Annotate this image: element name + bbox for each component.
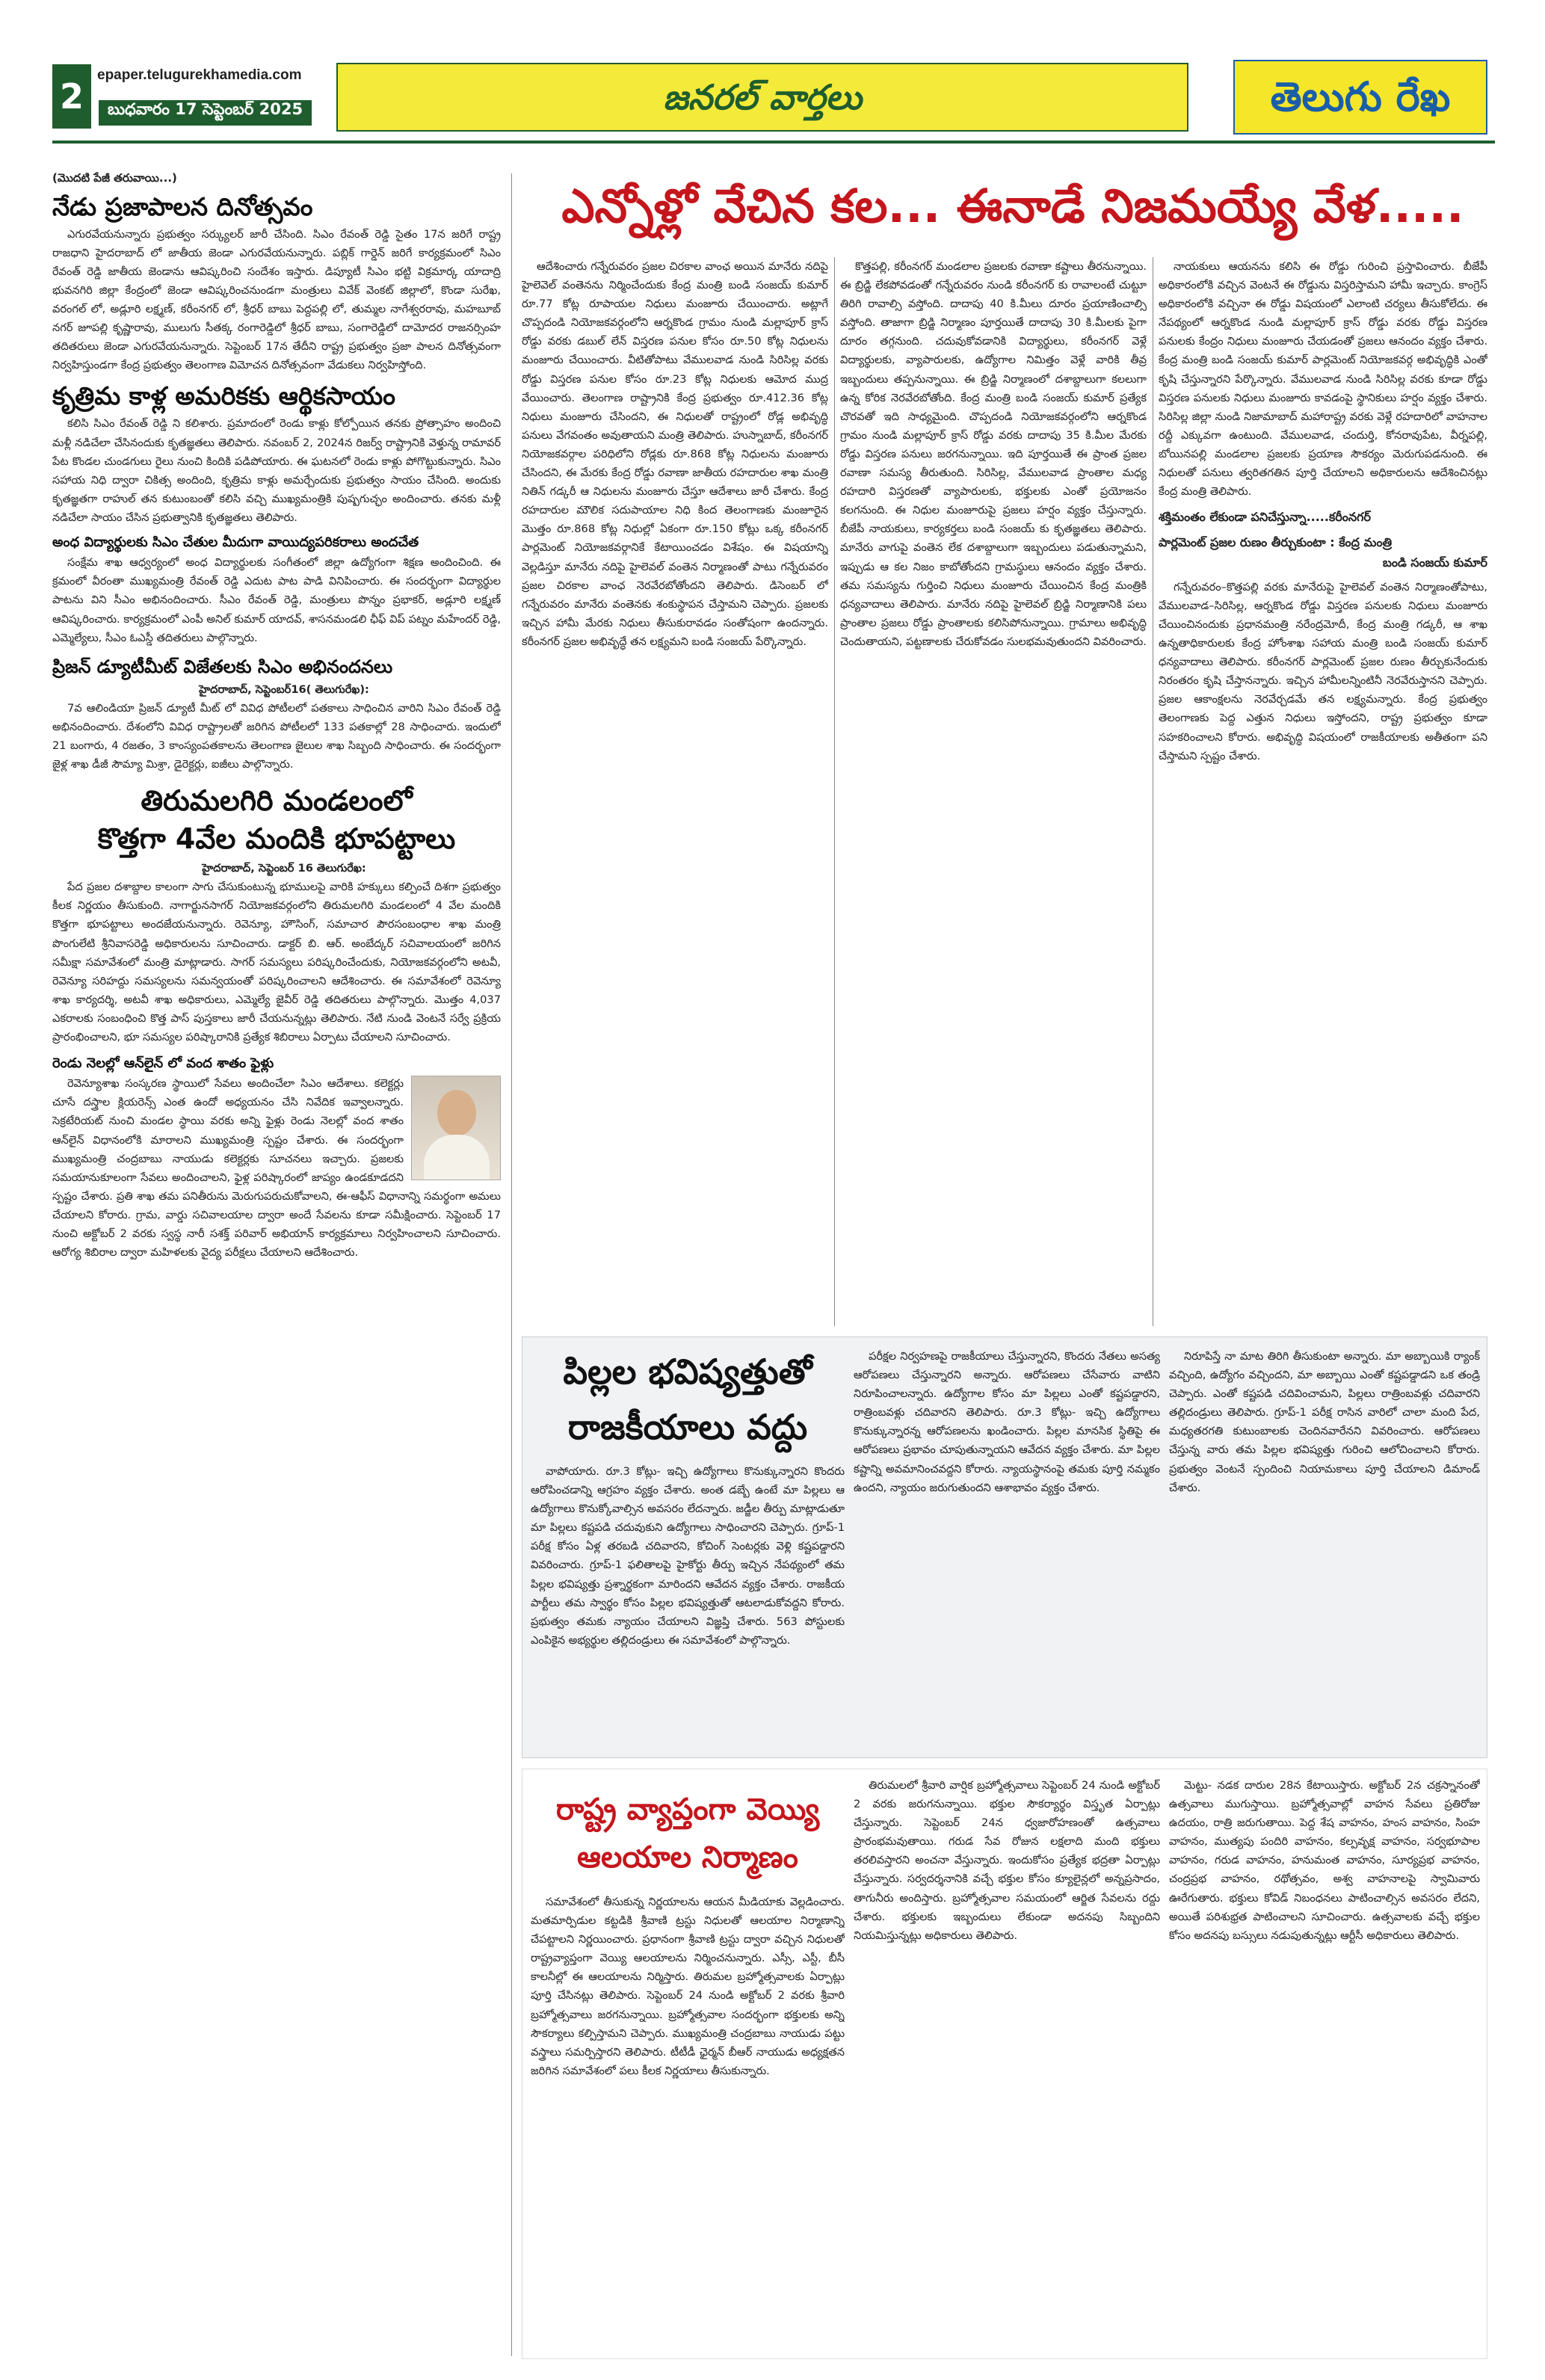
article-body: గన్నేరువరం–కొత్తపల్లి వరకు మానేరుపై హైలెవల్ వంతెన నిర్మాణంతోపాటు, వేములవాడ–సిరిసిల్ల, ఆర్నకొండ రోడ్డు విస్తరణ పనులకు నిధులు మంజూరు చేయించినందుకు ప్రధానమంత్రి నరేంద్రమోదీ, కేంద్ర మంత్రి గడ్కరీ, ఆ శాఖ ఉన్నతాధికారులకు కేంద్ర హోంశాఖ సహాయ మంత్రి బండి సంజయ్ కుమార్ ధన్యవాదాలు తెలిపారు. కరీంనగర్ పార్లమెంట్ ప్రజల రుణం తీర్చుకునేందుకు నిరంతరం కృషి చేస్తానన్నారు. ఇచ్చిన హామీలన్నింటినీ నెరవేరుస్తానని చెప్పారు. ప్రజల ఆకాంక్షలను నెరవేర్చడమే తన లక్ష్యమన్నారు. కేంద్ర ప్రభుత్వం తెలంగాణకు పెద్ద ఎత్తున నిధులు ఇస్తోందని, రాష్ట్ర ప్రభుత్వం కూడా సహకరించాలని కోరారు. అభివృద్ధి విషయంలో రాజకీయాలకు అతీతంగా పని చేస్తామని స్పష్టం చేశారు. <box>1159 580 1487 762</box>
subhead-line1: శక్తిమంతం లేకుండా పనిచేస్తున్నా.....కరీంనగర్ <box>1159 510 1371 525</box>
column-divider <box>834 257 835 1326</box>
box-title-line1: పిల్లల భవిష్యత్తుతో <box>563 1351 812 1392</box>
article-body: నాయకులు ఆయనను కలిసి ఈ రోడ్డు గురించి ప్రస్తావించారు. బీజేపీ అధికారంలోకి వచ్చిన వెంటనే ఈ రోడ్డును విస్తరిస్తామని హామీ ఇచ్చారు. కాంగ్రెస్ అధికారంలోకి వచ్చినా ఈ రోడ్డు విషయంలో ఎలాంటి చర్యలు తీసుకోలేదు. ఈ నేపథ్యంలో ఆర్నకొండ నుండి మల్లాపూర్ క్రాస్ రోడ్డు వరకు రోడ్డు విస్తరణ పనులకు కేంద్రం నిధులు మంజూరు చేయడంతో ప్రజలు ఆనందం వ్యక్తం చేశారు. కేంద్ర మంత్రి బండి సంజయ్ కుమార్ పార్లమెంట్ నియోజకవర్గ అభివృద్ధికి ఎంతో కృషి చేస్తున్నారని పేర్కొన్నారు. వేములవాడ నుండి సిరిసిల్ల వరకు కూడా రోడ్డు విస్తరణ పనులకు నిధులు మంజూరు కావడంపై స్థానికులు హర్షం వ్యక్తం చేశారు. సిరిసిల్ల జిల్లా నుండి నిజామాబాద్ మహారాష్ట్ర వరకు వెళ్లే రహదారిలో వాహనాల రద్దీ ఎక్కువగా ఉంటుంది. వేములవాడ, చందుర్తి, కోనరావుపేట, వీర్నపల్లి, బోయినపల్లి మండలాల ప్రజలకు ప్రయాణ సౌకర్యం మెరుగుపడనుంది. ఈ నిధులతో పనులు త్వరితగతిన పూర్తి చేయాలని అధికారులను ఆదేశించినట్లు కేంద్ర మంత్రి తెలిపారు. <box>1159 260 1487 499</box>
article-body: కొత్తపల్లి, కరీంనగర్ మండలాల ప్రజలకు రవాణా కష్టాలు తీరనున్నాయి. ఈ బ్రిడ్జి లేకపోవడంతో గన్నేరువరం నుండి కరీంనగర్ కు రావాలంటే చుట్టూ తిరిగి రావాల్సి వస్తోంది. దాదాపు 40 కి.మీలు దూరం ప్రయాణించాల్సి వస్తోంది. తాజాగా బ్రిడ్జి నిర్మాణం పూర్తయితే దాదాపు 30 కి.మీలకు పైగా దూరం తగ్గనుంది. చదువుకోవడానికి విద్యార్థులు, కరీంనగర్ వెళ్లే విద్యార్థులకు, వ్యాపారులకు, ఉద్యోగాల నిమిత్తం వెళ్లే వారికి తీవ్ర ఇబ్బందులు తప్పనున్నాయి. ఈ బ్రిడ్జి నిర్మాణంలో దశాబ్దాలుగా కలలుగా ఉన్న కోరిక నెరవేరబోతోంది. కేంద్ర మంత్రి బండి సంజయ్ కుమార్ ప్రత్యేక చొరవతో ఇది సాధ్యమైంది. చొప్పదండి నియోజకవర్గంలోని ఆర్నకొండ గ్రామం నుండి మల్లాపూర్ క్రాస్ రోడ్డు వరకు దాదాపు 35 కి.మీల మేరకు రోడ్డు విస్తరణ పనులు జరగనున్నాయి. ఇది పూర్తయితే ఈ ప్రాంత ప్రజల రవాణా సమస్య తీరుతుంది. సిరిసిల్ల, వేములవాడ ప్రాంతాల మధ్య రహదారి విస్తరణతో వ్యాపారులకు, భక్తులకు ఎంతో ప్రయోజనం కలగనుంది. ఈ నిధుల మంజూరుపై ప్రజలు హర్షం వ్యక్తం చేస్తున్నారు. బీజేపీ నాయకులు, కార్యకర్తలు బండి సంజయ్ కు కృతజ్ఞతలు తెలిపారు. మానేరు వాగుపై వంతెన లేక దశాబ్దాలుగా ఇబ్బందులు పడుతున్నామని, ఇప్పుడు ఆ కల నిజం కాబోతోందని గ్రామస్థులు ఆనందం వ్యక్తం చేశారు. తమ సమస్యను గుర్తించి నిధులు మంజూరు చేయించిన కేంద్ర మంత్రికి ధన్యవాదాలు తెలిపారు. మానేరు నదిపై హైలెవల్ బ్రిడ్జి నిర్మాణానికి పలు ప్రాంతాల ప్రజలు రోడ్డు ప్రాంతాలకు కలిసిపోనున్నాయి. గ్రామాలు అభివృద్ధి చెందుతాయని, పట్టణాలకు చేరుకోవడం సులభమవుతుందని వివరించారు. <box>840 260 1147 648</box>
newspaper-page <box>52 57 1495 2359</box>
article-body: సంక్షేమ శాఖ ఆధ్వర్యంలో అంధ విద్యార్థులకు సంగీతంలో జిల్లా ఉద్యోగంగా శిక్షణ అందించింది. ఈ క్రమంలో వీరంతా ముఖ్యమంత్రి రేవంత్ రెడ్డి ఎదుట పాట పాడి వినిపించారు. ఈ సందర్భంగా విద్యార్థుల పాటను విని సీఎం అభినందించారు. సీఎం రేవంత్ రెడ్డి, మంత్రులు పొన్నం ప్రభాకర్, అడ్లూరి లక్ష్మణ్ ఆవిష్కరించారు. కార్యక్రమంలో ఎంపీ అనిల్ కుమార్ యాదవ్, శాసనమండలి ఛీఫ్ విప్ పట్నం మహేందర్ రెడ్డి, ఎమ్మెల్యేలు, సీఎం ఓఎస్డీ తదితరులు పాల్గొన్నారు. <box>52 556 501 644</box>
subhead-line2: పార్లమెంట్ ప్రజల రుణం తీర్చుకుంటా : కేంద్ర మంత్రి <box>1159 534 1393 549</box>
section-title: జనరల్ వార్తలు <box>336 63 1188 132</box>
dateline: హైదరాబాద్, సెప్టెంబర్16( తెలుగురేఖ): <box>199 683 369 696</box>
box-title-line2: రాజకీయాలు వద్దు <box>567 1407 808 1447</box>
article-body: 7వ ఆలిండియా ప్రిజన్ డ్యూటీ మీట్ లో వివిధ పోటీలలో పతకాలు సాధించిన వారిని సిఎం రేవంత్ రెడ్డి అభినందించారు. దేశంలోని వివిధ రాష్ట్రాలతో జరిగిన పోటీలలో 133 పతకాల్లో 28 సాధించారు. ఇందులో 21 బంగారు, 4 రజతం, 3 కాంస్యంపతకాలను తెలంగాణ జైలుల శాఖ సిబ్బంది సాధించారు. ఈ సందర్భంగా జైళ్ల శాఖ డీజీ సౌమ్యా మిశ్రా, డైరెక్టర్లు, ఐజీలు పాల్గొన్నారు. <box>52 702 501 771</box>
masthead-logo: తెలుగు రేఖ <box>1233 60 1487 135</box>
issue-date: బుధవారం 17 సెప్టెంబర్ 2025 <box>99 100 312 126</box>
box1-col-2 <box>854 1347 1160 1751</box>
article-body: ఎగురవేయనున్నారు ప్రభుత్వం సర్క్యులర్ జారీ చేసింది. సిఎం రేవంత్ రెడ్డి సైతం 17న జరిగే రాష్ట్ర రాజధాని హైదరాబాద్ లో జాతీయ జెండా ఎగురవేయనున్నారు. పబ్లిక్ గార్డెన్ జరిగే కార్యక్రమంలో సిఎం రేవంత్ రెడ్డి జాతీయ జెండాను ఆవిష్కరించి సందేశం ఇస్తారు. డిప్యూటీ సిఎం భట్టి విక్రమార్క యాదాద్రి భువనగిరి జిల్లా కేంద్రంలో జెండా ఆవిష్కరించనుండగా మంత్రులు వివేక్ వెంకట్ జిల్లాలో, కొండా సురేఖ, వరంగల్ లో, అడ్లూరి లక్ష్మణ్, కరీంనగర్ లో, శ్రీధర్ బాబు పెద్దపల్లి లో, తుమ్మల నాగేశ్వరరావు, మహబూబ్ నగర్ జూపల్లి కృష్ణారావు, ములుగు సీతక్క రంగారెడ్డిలో శ్రీధర్ బాబు, సంగారెడ్డిలో దామోదర రాజనర్సింహ తదితరులు జెండా ఎగురవేయనున్నారు. సెప్టెంబర్ 17న తేదీని రాష్ట్ర ప్రభుత్వం ప్రజా పాలన దినోత్సవంగా నిర్వహిస్తుండగా కేంద్ర ప్రభుత్వం తెలంగాణ విమోచన దినోత్సవంగా వేడుకలు నిర్వహిస్తోంది. <box>52 227 501 372</box>
article-body: కలిసి సిఎం రేవంత్ రెడ్డి ని కలిశారు. ప్రమాదంలో రెండు కాళ్లు కోల్పోయిన తనకు ప్రోత్సాహం అందించి మళ్లీ నడిచేలా చేసినందుకు కృతజ్ఞతలు తెలిపారు. నవంబర్ 2, 2024న రిజర్వ్ రాష్ట్రానికి వెళ్తున్న రామావర్ పేట కొండల చుండగులు రైలు నుంచి కిందికి పడిపోయారు. ఈ ఘటనలో రెండు కాళ్లు పోగొట్టుకున్నారు. సిఎం సహాయ నిధి ద్వారా చికిత్స అందింది, కృత్రిమ కాళ్లు అమర్చేందుకు ప్రభుత్వం సాయం చేసింది. అందుకు కృతజ్ఞతగా రాహుల్ తన కుటుంబంతో కలిసి వచ్చి ముఖ్యమంత్రికి పుష్పగుచ్ఛం అందించారు. తనకు మళ్లీ నడిచేలా సాయం చేసిన ప్రభుత్వానికి కృతజ్ఞతలు తెలిపారు. <box>52 417 501 524</box>
box2-col-3 <box>1169 1776 1480 2353</box>
page-header <box>52 57 1495 139</box>
col-2 <box>522 257 828 1326</box>
header-rule <box>52 141 1495 144</box>
article-body: పరీక్షల నిర్వహణపై రాజకీయాలు చేస్తున్నారని, కొందరు నేతలు అసత్య ఆరోపణలు చేస్తున్నారని అన్నారు. ఆరోపణలు చేసేవారు వాటిని నిరూపించాలన్నారు. ఉద్యోగాల కోసం మా పిల్లలు ఎంతో కష్టపడ్డారని, రాత్రింబవళ్లు చదివారని తెలిపారు. రూ.3 కోట్లు- ఇచ్చి ఉద్యోగాలు కొనుక్కున్నారన్న ఆరోపణలను ఖండించారు. పిల్లల మానసిక స్థితిపై ఈ ఆరోపణలు ప్రభావం చూపుతున్నాయని ఆవేదన వ్యక్తం చేశారు. మా పిల్లల కష్టాన్ని అవమానించవద్దని కోరారు. న్యాయస్థానంపై తమకు పూర్తి నమ్మకం ఉందని, న్యాయం జరుగుతుందని ఆశాభావం వ్యక్తం చేశారు. <box>854 1350 1160 1494</box>
page-number: 2 <box>52 64 91 129</box>
article-body: వాపోయారు. రూ.3 కోట్లు- ఇచ్చి ఉద్యోగాలు కొనుక్కున్నారని కొందరు ఆరోపించడాన్ని ఆగ్రహం వ్యక్తం చేశారు. అంత డబ్బే ఉంటే మా పిల్లలు ఆ ఉద్యోగాలు కొనుక్కోవాల్సిన అవసరం లేదన్నారు. జడ్జీల తీర్పు మాట్లాడుతూ మా పిల్లలు కష్టపడి చదువుకుని ఉద్యోగాలు సాధించారని చెప్పారు. గ్రూప్-1 పరీక్ష కోసం ఏళ్ల తరబడి చదివారని, కోచింగ్ సెంటర్లకు వెళ్లి కష్టపడ్డారని వివరించారు. గ్రూప్-1 ఫలితాలపై హైకోర్టు తీర్పు ఇచ్చిన నేపథ్యంలో తమ పిల్లల భవిష్యత్తు ప్రశ్నార్థకంగా మారిందని ఆవేదన వ్యక్తం చేశారు. రాజకీయ పార్టీలు తమ స్వార్థం కోసం పిల్లల భవిష్యత్తుతో ఆటలాడుకోవద్దని కోరారు. ప్రభుత్వం తమకు న్యాయం చేయాలని విజ్ఞప్తి చేశారు. 563 పోస్టులకు ఎంపికైన అభ్యర్థుల తల్లిదండ్రులు ఈ సమావేశంలో పాల్గొన్నారు. <box>531 1465 845 1647</box>
col-3 <box>840 257 1147 1326</box>
article-title-prison-meet: ప్రిజన్ డ్యూటీమీట్ విజేతలకు సిఎం అభినందనలు <box>52 656 393 677</box>
article-title-artificial-legs: కృత్రిమ కాళ్ల అమరికకు ఆర్థికసాయం <box>52 381 395 411</box>
site-url[interactable]: epaper.telugurekhamedia.com <box>97 67 302 83</box>
headline-banner: ఎన్నోళ్లో వేచిన కల... ఈనాడే నిజమయ్యే వేళ..... <box>561 179 1464 233</box>
subhead-line3: బండి సంజయ్ కుమార్ <box>1382 555 1487 570</box>
left-column <box>52 169 501 2359</box>
box2-title-line2: ఆలయాల నిర్మాణం <box>577 1840 798 1875</box>
article-title-praja-palana: నేడు ప్రజాపాలన దినోత్సవం <box>52 191 313 221</box>
article-title-tirumalagiri-line2: కొత్తగా 4వేల మందికి భూపట్టాలు <box>97 822 456 856</box>
box1-col-3 <box>1169 1347 1480 1751</box>
article-body: మెట్టు- నడక దారుల 28న కేటాయిస్తారు. అక్టోబర్ 2న చక్రస్నానంతో ఉత్సవాలు ముగుస్తాయి. బ్రహ్మోత్సవాల్లో వాహన సేవలు ప్రతిరోజు ఉదయం, రాత్రి జరుగుతాయి. పెద్ద శేష వాహనం, హంస వాహనం, సింహ వాహనం, ముత్యపు పందిరి వాహనం, కల్పవృక్ష వాహనం, సర్వభూపాల వాహనం, గరుడ వాహనం, హనుమంత వాహనం, సూర్యప్రభ వాహనం, చంద్రప్రభ వాహనం, రథోత్సవం, అశ్వ వాహనాలపై స్వామివారు ఊరేగుతారు. భక్తులు కోవిడ్ నిబంధనలు పాటించాల్సిన అవసరం లేదని, అయితే పరిశుభ్రత పాటించాలని సూచించారు. ఉత్సవాలకు వచ్చే భక్తుల కోసం అదనపు బస్సులు నడుపుతున్నట్లు ఆర్టీసీ అధికారులు తెలిపారు. <box>1169 1779 1480 1942</box>
article-body: పేద ప్రజల దశాబ్దాల కాలంగా సాగు చేసుకుంటున్న భూములపై వారికి హక్కులు కల్పించే దిశగా ప్రభుత్వం కీలక నిర్ణయం తీసుకుంది. నాగార్జునసాగర్ నియోజకవర్గంలోని తిరుమలగిరి మండలంలో 4 వేల మందికి కొత్తగా భూపట్టాలు అందజేయనున్నారు. రెవెన్యూ, హౌసింగ్, సమాచార పౌరసంబంధాల శాఖ మంత్రి పొంగులేటి శ్రీనివాసరెడ్డి అధికారులను సూచించారు. డాక్టర్ బి. ఆర్. అంబేద్కర్ సచివాలయంలో జరిగిన సమీక్షా సమావేశంలో మంత్రి మాట్లాడారు. సాగర్ సమస్యలు పరిష్కరించేందుకు, నియోజకవర్గంలోని అటవీ, రెవెన్యూ సరిహద్దు సమస్యలను సమన్వయంతో పరిష్కరించాలని ఆదేశించారు. ఈ సమావేశంలో రెవెన్యూ శాఖ కార్యదర్శి, అటవీ శాఖ అధికారులు, ఎమ్మెల్యే జైవీర్ రెడ్డి తదితరులు పాల్గొన్నారు. మొత్తం 4,037 ఎకరాలకు సంబంధించి కొత్త పాస్ పుస్తకాలు జారీ చేయనున్నట్లు తెలిపారు. నేటి నుండి వెంటనే సర్వే ప్రక్రియ ప్రారంభించాలని, భూ సమస్యల పరిష్కారానికి ప్రత్యేక శిబిరాలు ఏర్పాటు చేయాలని సూచించారు. <box>52 881 501 1043</box>
continued-kicker: (మొదటి పేజీ తరువాయి...) <box>52 171 177 185</box>
article-title-online-files: రెండు నెలల్లో ఆన్‌లైన్ లో వంద శాతం ఫైళ్లు <box>52 1055 274 1072</box>
chief-minister-photo <box>411 1076 501 1180</box>
column-divider <box>511 173 512 2356</box>
article-body: తిరుమలలో శ్రీవారి వార్షిక బ్రహ్మోత్సవాలు సెప్టెంబర్ 24 నుండి అక్టోబర్ 2 వరకు జరుగనున్నాయి. భక్తుల సౌకర్యార్థం విస్తృత ఏర్పాట్లు చేస్తున్నారు. సెప్టెంబర్ 24న ధ్వజారోహణంతో ఉత్సవాలు ప్రారంభమవుతాయి. గరుడ సేవ రోజున లక్షలాది మంది భక్తులు తరలివస్తారని అంచనా వేస్తున్నారు. ఇందుకోసం ప్రత్యేక భద్రతా ఏర్పాట్లు చేస్తున్నారు. సర్వదర్శనానికి వచ్చే భక్తుల కోసం క్యూలైన్లలో అన్నప్రసాదం, తాగునీరు అందిస్తారు. బ్రహ్మోత్సవాల సమయంలో ఆర్జిత సేవలను రద్దు చేశారు. భక్తులకు ఇబ్బందులు లేకుండా అదనపు సిబ్బందిని నియమిస్తున్నట్లు అధికారులు తెలిపారు. <box>854 1779 1160 1942</box>
article-body: రెవెన్యూశాఖ సంస్కరణ స్థాయిలో సేవలు అందించేలా సిఎం ఆదేశాలు. కలెక్టర్లు చూసే దస్త్రాల క్లియరెన్స్ ఎంత ఉందో అధ్యయనం చేసి నివేదిక ఇవ్వాలన్నారు. సెక్రటేరియట్ నుంచి మండల స్థాయి వరకు అన్ని ఫైళ్లు రెండు నెలల్లో వంద శాతం ఆన్‌లైన్ విధానంలోకి మారాలని ముఖ్యమంత్రి స్పష్టం చేశారు. ఈ సందర్భంగా ముఖ్యమంత్రి చంద్రబాబు నాయుడు కలెక్టర్లకు సూచనలు ఇచ్చారు. ప్రజలకు సమయానుకూలంగా సేవలు అందించాలని, ఫైళ్ల పరిష్కారంలో జాప్యం ఉండకూడదని స్పష్టం చేశారు. ప్రతి శాఖ తమ పనితీరును మెరుగుపరుచుకోవాలని, ఈ-ఆఫీస్ విధానాన్ని సమర్థంగా అమలు చేయాలని కోరారు. గ్రామ, వార్డు సచివాలయాల ద్వారా అందే సేవలను కూడా సమీక్షించారు. సెప్టెంబర్ 17 నుంచి అక్టోబర్ 2 వరకు స్వస్థ నారీ సశక్త్ పరివార్ అభియాన్ కార్యక్రమాలు నిర్వహించాలని సూచించారు. ఆరోగ్య శిబిరాల ద్వారా మహిళలకు వైద్య పరీక్షలు చేయాలని ఆదేశించారు. <box>52 1077 501 1260</box>
box1-col-1 <box>531 1462 845 1751</box>
box2-title-line1: రాష్ట్ర వ్యాప్తంగా వెయ్యి <box>555 1792 820 1827</box>
article-body: నిరూపిస్తే నా మాట తిరిగి తీసుకుంటా అన్నారు. మా అబ్బాయికి ర్యాంక్ వచ్చింది, ఉద్యోగం వచ్చిందని, మా అబ్బాయి ఎంతో కష్టపడ్డాడని ఒక తండ్రి చెప్పారు. ఎంతో కష్టపడి చదివించామని, పిల్లలు రాత్రింబవళ్లు చదివారని తల్లిదండ్రులు తెలిపారు. గ్రూప్-1 పరీక్ష రాసిన వారిలో చాలా మంది పేద, మధ్యతరగతి కుటుంబాలకు చెందినవారేనని వివరించారు. ఆరోపణలు చేస్తున్న వారు తమ పిల్లల భవిష్యత్తు గురించి ఆలోచించాలని కోరారు. ప్రభుత్వం వెంటనే స్పందించి నియామకాలు పూర్తి చేయాలని డిమాండ్ చేశారు. <box>1169 1350 1480 1494</box>
dateline: హైదరాబాద్, సెప్టెంబర్ 16 తెలుగురేఖ: <box>202 862 366 875</box>
article-title-tirumalagiri-line1: తిరుమలగిరి మండలంలో <box>141 784 413 818</box>
box2-col-1 <box>531 1893 845 2353</box>
col-4 <box>1159 257 1487 1326</box>
article-title-blind-students: అంధ విద్యార్థులకు సిఎం చేతుల మీదుగా వాయిద్యపరికరాలు అందచేత <box>52 534 419 550</box>
article-body: సమావేశంలో తీసుకున్న నిర్ణయాలను ఆయన మీడియాకు వెల్లడించారు. మతమార్పిడుల కట్టడికి శ్రీవాణి ట్రస్టు నిధులతో ఆలయాల నిర్మాణాన్ని చేపట్టాలని నిర్ణయించారు. ప్రధానంగా శ్రీవాణి ట్రస్టు ద్వారా వచ్చిన నిధులతో రాష్ట్రవ్యాప్తంగా వెయ్యి ఆలయాలను నిర్మించనున్నారు. ఎస్సీ, ఎస్టీ, బీసీ కాలనీల్లో ఈ ఆలయాలను నిర్మిస్తారు. తిరుమల బ్రహ్మోత్సవాలకు ఏర్పాట్లు పూర్తి చేసినట్లు తెలిపారు. సెప్టెంబర్ 24 నుండి అక్టోబర్ 2 వరకు శ్రీవారి బ్రహ్మోత్సవాలు జరగనున్నాయి. బ్రహ్మోత్సవాల సందర్భంగా భక్తులకు అన్ని సౌకర్యాలు కల్పిస్తామని చెప్పారు. ముఖ్యమంత్రి చంద్రబాబు నాయుడు పట్టు వస్త్రాలు సమర్పిస్తారని తెలిపారు. టీటీడీ ఛైర్మన్ బీఆర్ నాయుడు అధ్యక్షతన జరిగిన సమావేశంలో పలు కీలక నిర్ణయాలు తీసుకున్నారు. <box>531 1896 845 2077</box>
box2-col-2 <box>854 1776 1160 2353</box>
article-body: ఆదేశించారు గన్నేరువరం ప్రజల చిరకాల వాంఛ అయిన మానేరు నదిపై హైలెవెల్ వంతెనను నిర్మించేందుకు కేంద్ర మంత్రి బండి సంజయ్ కుమార్ రూ.77 కోట్ల రూపాయల నిధులు మంజూరు చేయించారు. అట్లాగే చొప్పదండి నియోజకవర్గంలోని ఆర్నకొండ గ్రామం నుండి మల్లాపూర్ క్రాస్ రోడ్డు వరకు డబుల్ లేన్ విస్తరణ పనుల కోసం రూ.50 కోట్ల నిధులను మంజూరు చేయించారు. వీటితోపాటు వేములవాడ నుండి సిరిసిల్ల వరకు రోడ్డు విస్తరణ పనుల కోసం రూ.23 కోట్ల నిధులకు ఆమోద ముద్ర వేయించారు. తెలంగాణ రాష్ట్రానికి కేంద్ర ప్రభుత్వం రూ.412.36 కోట్ల నిధులు మంజూరు చేసిందని, ఈ నిధులతో రాష్ట్రంలో రోడ్ల అభివృద్ధి పనులు వేగవంతం అవుతాయని మంత్రి తెలిపారు. హుస్నాబాద్, కరీంనగర్ నియోజకవర్గాల పరిధిలోని రోడ్లకు రూ.868 కోట్ల నిధులను మంజూరు చేసిందని, ఈ మేరకు కేంద్ర రోడ్డు రవాణా జాతీయ రహదారుల శాఖ మంత్రి నితిన్ గడ్కరీ ఆ నిధులను మంజూరు చేస్తూ ఆదేశాలు జారీ చేశారు. కేంద్ర రహదారుల మౌలిక సదుపాయాల నిధి కింద తెలంగాణకు మంజూరైన మొత్తం రూ.868 కోట్ల నిధుల్లో ఏకంగా రూ.150 కోట్లు ఒక్క కరీంనగర్ పార్లమెంట్ నియోజకవర్గానికే కేటాయించడం విశేషం. ఈ విషయాన్ని వెల్లడిస్తూ మానేరు నదిపై హైలెవల్ వంతెన నిర్మాణంతో పాటు గన్నేరువరం ప్రజల చిరకాల వాంఛ నెరవేరబోతోందని తెలిపారు. డిసెంబర్ లో గన్నేరువరం మానేరు వంతెనకు శంకుస్థాపన చేస్తామని చెప్పారు. ప్రజలకు ఇచ్చిన హామీ మేరకు నిధులు తీసుకురావడం సంతోషంగా ఉందన్నారు. కరీంనగర్ ప్రజల అభివృద్ధే తన లక్ష్యమని బండి సంజయ్ పేర్కొన్నారు. <box>522 260 828 648</box>
